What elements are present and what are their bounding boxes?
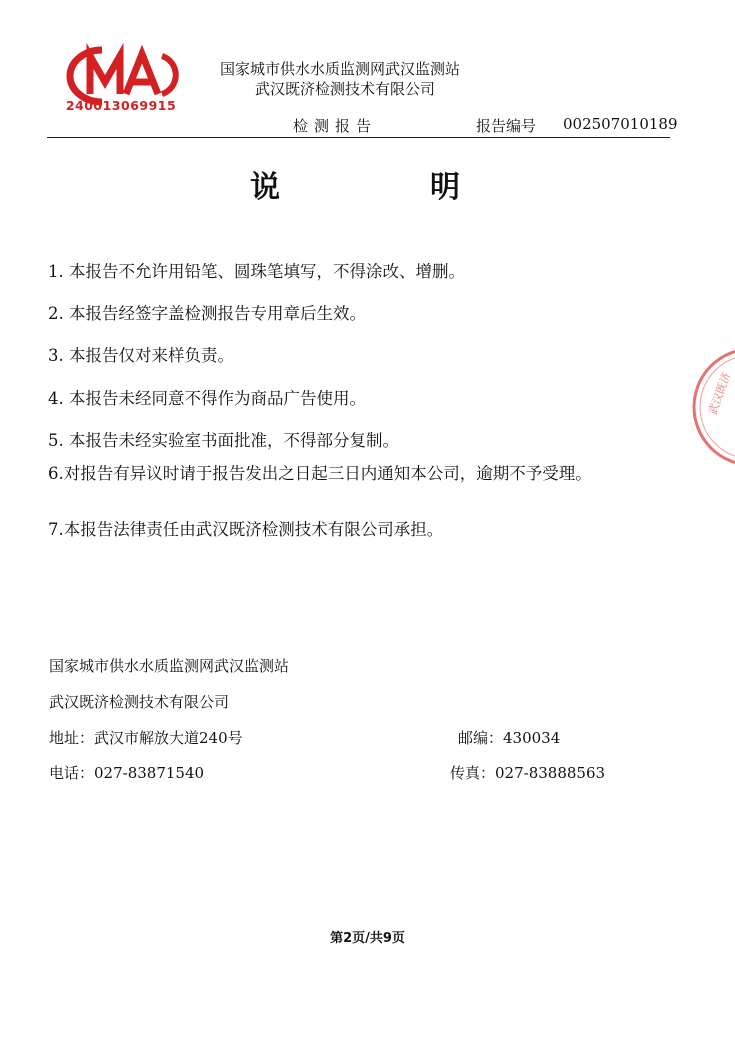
footer-zip: 邮编：430034 bbox=[458, 729, 561, 747]
footer-org-name: 国家城市供水水质监测网武汉监测站 bbox=[49, 657, 290, 675]
note-item: 3. 本报告仅对来样负责。 bbox=[48, 346, 234, 365]
note-item: 4. 本报告未经同意不得作为商品广告使用。 bbox=[48, 389, 366, 408]
note-item: 2. 本报告经签字盖检测报告专用章后生效。 bbox=[48, 304, 366, 323]
note-item: 6.对报告有异议时请于报告发出之日起三日内通知本公司，逾期不予受理。 bbox=[48, 464, 592, 483]
cma-certificate-number: 240013069915 bbox=[65, 98, 177, 113]
note-item: 1. 本报告不允许用铅笔、圆珠笔填写，不得涂改、增删。 bbox=[48, 262, 465, 281]
footer-company-name: 武汉既济检测技术有限公司 bbox=[49, 693, 230, 711]
footer-phone: 电话：027-83871540 bbox=[49, 764, 205, 782]
company-seal bbox=[690, 345, 735, 470]
note-item: 5. 本报告未经实验室书面批准，不得部分复制。 bbox=[48, 431, 399, 450]
header-org-name: 国家城市供水水质监测网武汉监测站 bbox=[220, 60, 461, 78]
seal-text: 武汉既济 bbox=[706, 370, 734, 417]
footer-address: 地址：武汉市解放大道240号 bbox=[49, 729, 243, 747]
report-number-value: 002507010189 bbox=[563, 115, 678, 133]
report-type: 检测报告 bbox=[293, 117, 378, 135]
title-char-1: 说 bbox=[250, 170, 280, 205]
header-company-name: 武汉既济检测技术有限公司 bbox=[255, 80, 436, 98]
footer-fax: 传真：027-83888563 bbox=[450, 764, 606, 782]
page-number: 第2页/共9页 bbox=[330, 931, 405, 946]
header-divider bbox=[47, 137, 670, 138]
report-number-label: 报告编号 bbox=[476, 117, 537, 135]
note-item: 7.本报告法律责任由武汉既济检测技术有限公司承担。 bbox=[48, 520, 444, 539]
title-char-2: 明 bbox=[430, 170, 460, 205]
